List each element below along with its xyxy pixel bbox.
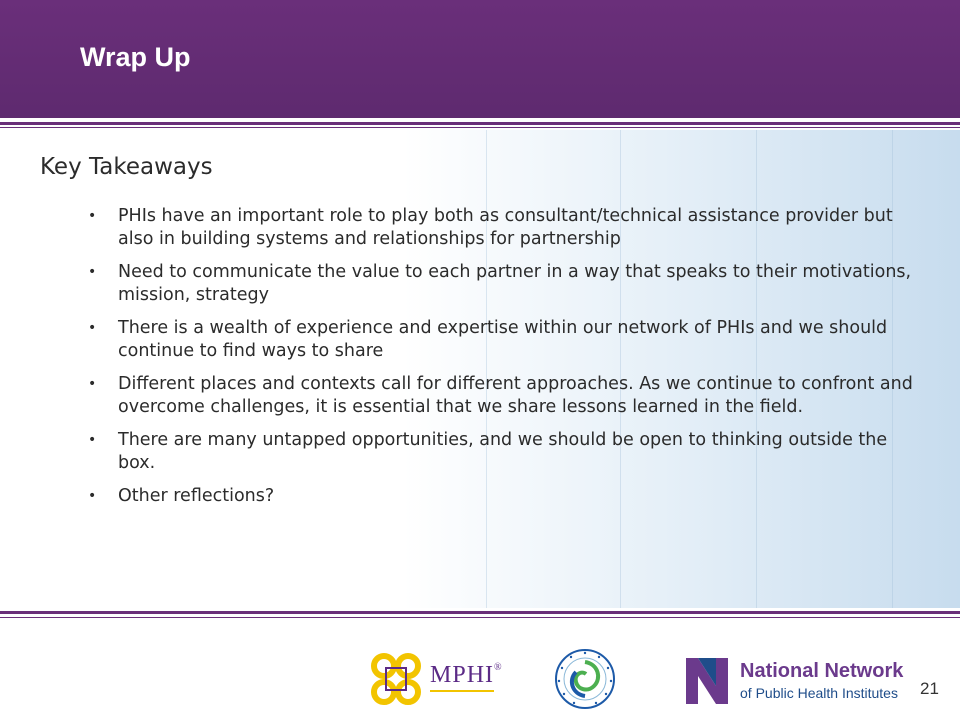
nnphi-logo bbox=[684, 654, 920, 706]
list-item bbox=[88, 261, 918, 307]
mphi-underline bbox=[430, 690, 494, 692]
list-item bbox=[88, 373, 918, 419]
bullet-icon: • bbox=[88, 376, 97, 392]
illinois-seal-icon bbox=[554, 648, 616, 710]
mphi-wordmark: MPHI bbox=[430, 662, 495, 688]
bullet-text: There is a wealth of experience and expertise within our network of PHIs and we should continue to find ways to share bbox=[118, 318, 888, 361]
bullet-icon: • bbox=[88, 320, 97, 336]
illinois-public-health-institute-logo bbox=[554, 648, 616, 710]
bullet-text: Need to communicate the value to each partner in a way that speaks to their motivations, mission, strategy bbox=[118, 262, 912, 305]
bullet-text: There are many untapped opportunities, and we should be open to thinking outside the box. bbox=[118, 430, 888, 473]
registered-mark: ® bbox=[494, 662, 503, 673]
list-item bbox=[88, 205, 918, 251]
bullet-text: Different places and contexts call for different approaches. As we continue to confront and overcome challenges, it is essential that we share lessons learned in the field. bbox=[118, 374, 913, 417]
header-rule-thick bbox=[0, 122, 960, 125]
bullet-text: Other reflections? bbox=[118, 486, 275, 506]
header-banner bbox=[0, 0, 960, 118]
list-item bbox=[88, 485, 918, 508]
footer-rule-thin bbox=[0, 617, 960, 618]
list-item bbox=[88, 317, 918, 363]
nnphi-name-line2: of Public Health Institutes bbox=[740, 685, 898, 701]
header-rule-thin bbox=[0, 127, 960, 128]
page-title: Wrap Up bbox=[80, 42, 191, 72]
bullet-icon: • bbox=[88, 208, 97, 224]
bullet-icon: • bbox=[88, 264, 97, 280]
list-item bbox=[88, 429, 918, 475]
section-heading: Key Takeaways bbox=[40, 154, 213, 180]
nnphi-n-icon bbox=[684, 654, 734, 706]
footer-rule-thick bbox=[0, 611, 960, 614]
bullet-text: PHIs have an important role to play both as consultant/technical assistance provider but also in building systems and relationships for partnership bbox=[118, 206, 893, 249]
bullet-icon: • bbox=[88, 432, 97, 448]
mphi-logo bbox=[366, 646, 503, 712]
page-number: 21 bbox=[920, 679, 939, 698]
bullet-icon: • bbox=[88, 488, 97, 504]
bullet-list bbox=[88, 205, 918, 518]
nnphi-name-line1: National Network bbox=[740, 660, 904, 682]
